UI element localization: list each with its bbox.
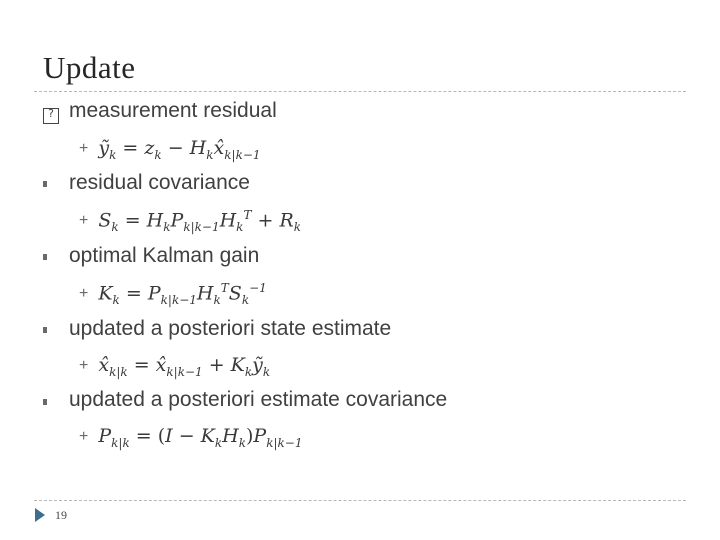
item-residual-covariance: residual covariance (69, 171, 250, 194)
sub-bullet-icon: + (79, 285, 89, 303)
item-estimate-covariance: updated a posteriori estimate covariance (69, 388, 448, 411)
sub-bullet-icon: + (79, 140, 89, 157)
slide-title: Update (43, 50, 136, 85)
title-divider (34, 91, 686, 92)
sub-bullet-icon: + (79, 428, 89, 445)
bullet-icon (43, 399, 47, 405)
sub-bullet-icon: + (79, 212, 89, 230)
page-number: 19 (55, 508, 67, 522)
bullet-icon (43, 254, 47, 260)
equation-residual-covariance: + $S_k = H_kP_{k|k-1}H_k^T + R_k$ (79, 208, 302, 235)
footer-divider (34, 500, 686, 501)
footer-arrow-icon (35, 508, 45, 522)
equation-estimate-covariance: + $P_{k|k} = (I - K_kH_k)P_{k|k-1}$ (79, 425, 303, 450)
bullet-icon (43, 181, 47, 187)
item-state-estimate: updated a posteriori state estimate (69, 317, 392, 340)
equation-kalman-gain: + $K_k = P_{k|k-1}H_k^TS_k^{-1}$ (79, 281, 267, 308)
equation-state-estimate: + $x̂_{k|k}$ = $x̂_{k|k-1}$ + $K_kỹ_k$ (79, 354, 271, 379)
item-optimal-kalman-gain: optimal Kalman gain (69, 244, 260, 267)
bullet-icon (43, 327, 47, 333)
item-measurement-residual: measurement residual (69, 99, 277, 122)
bullet-box-icon: ? (43, 108, 59, 124)
sub-bullet-icon: + (79, 357, 89, 374)
equation-measurement-residual: + ỹ$_k$ = $z_k$ − $H_kx̂_{k|k-1}$ (79, 137, 261, 162)
